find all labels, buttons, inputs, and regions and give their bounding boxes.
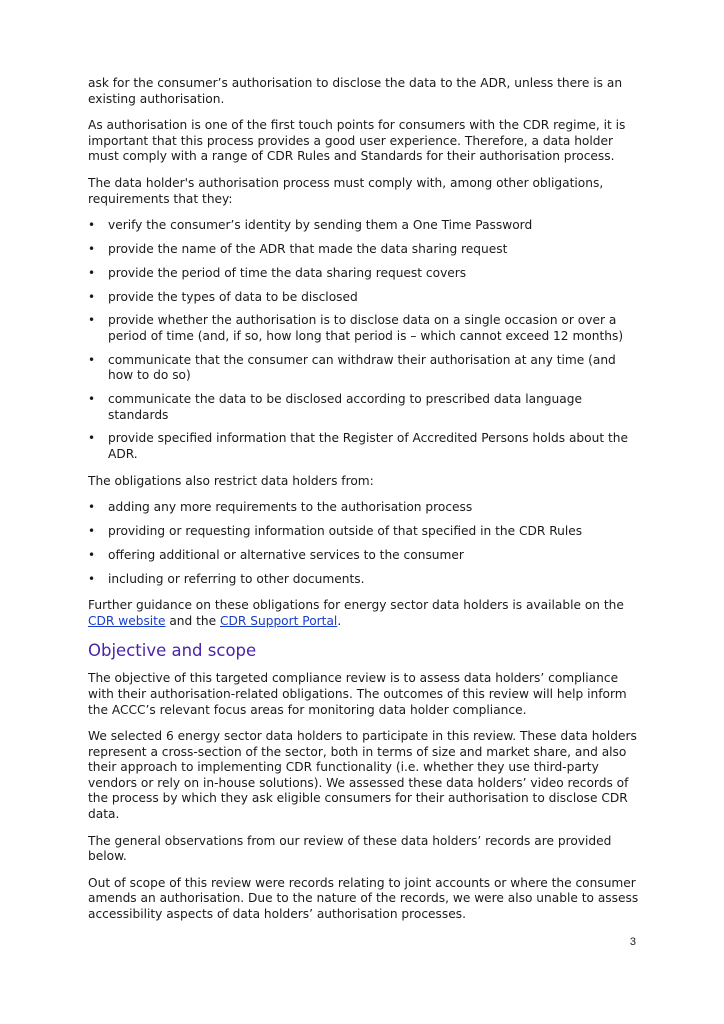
list-item: • communicate that the consumer can withdraw their authorisation at any time (and how to do so) <box>88 353 640 384</box>
section-paragraph-2: We selected 6 energy sector data holders to participate in this review. These data holders represent a cross-section of the sector, both in terms of size and market share, and also their approach to implementing CDR functionality (i.e. whether they use third-party vendors or rely on in-house solutions). We assessed these data holders’ video records of the process by which they ask eligible consumers for their authorisation to disclose CDR data. <box>88 729 637 822</box>
list-item: • provide whether the authorisation is to disclose data on a single occasion or over a period of time (and, if so, how long that period is – which cannot exceed 12 months) <box>88 313 640 344</box>
page-number: 3 <box>629 936 636 948</box>
cdr-support-portal-link[interactable]: CDR Support Portal <box>220 613 338 628</box>
list-item: • provide the name of the ADR that made the data sharing request <box>88 242 640 258</box>
guidance-text-suffix: . <box>337 613 342 628</box>
guidance-paragraph <box>88 598 640 629</box>
list-item: • provide the period of time the data sharing request covers <box>88 266 640 282</box>
restrictions-intro: The obligations also restrict data holders from: <box>88 473 374 488</box>
section-heading: Objective and scope <box>88 641 257 661</box>
list-item: • offering additional or alternative services to the consumer <box>88 548 640 564</box>
list-item: • verify the consumer’s identity by sending them a One Time Password <box>88 218 640 234</box>
list-item: • providing or requesting information outside of that specified in the CDR Rules <box>88 524 640 540</box>
list-item: • including or referring to other documents. <box>88 572 640 588</box>
cdr-website-link[interactable]: CDR website <box>88 613 166 628</box>
restrictions-list <box>88 500 640 587</box>
guidance-text-prefix: Further guidance on these obligations for energy sector data holders is available on the <box>88 598 624 613</box>
section-paragraph-4: Out of scope of this review were records relating to joint accounts or where the consumer amends an authorisation. Due to the nature of the records, we were also unable to assess accessibility aspects of data holders’ authorisation processes. <box>88 875 639 922</box>
intro-paragraph-3: The data holder's authorisation process must comply with, among other obligations, requirements that they: <box>88 175 604 206</box>
section-paragraph-3: The general observations from our review of these data holders’ records are provided below. <box>88 833 612 864</box>
guidance-text-middle: and the <box>165 613 221 628</box>
list-item: • provide specified information that the Register of Accredited Persons holds about the ADR. <box>88 431 640 462</box>
section-paragraph-1: The objective of this targeted compliance review is to assess data holders’ compliance with their authorisation-related obligations. The outcomes of this review will help inform the ACCC’s relevant focus areas for monitoring data holder compliance. <box>88 671 627 717</box>
intro-paragraph-1: ask for the consumer’s authorisation to disclose the data to the ADR, unless there is an existing authorisation. <box>88 76 623 106</box>
intro-paragraph-2: As authorisation is one of the first touch points for consumers with the CDR regime, it is important that this process provides a good user experience. Therefore, a data holder must comply with a range of CDR Rules and Standards for their authorisation process. <box>88 118 626 164</box>
list-item: • provide the types of data to be disclosed <box>88 290 640 306</box>
document-page <box>88 76 640 934</box>
list-item: • communicate the data to be disclosed according to prescribed data language standards <box>88 392 640 423</box>
list-item: • adding any more requirements to the authorisation process <box>88 500 640 516</box>
requirements-list <box>88 218 640 462</box>
